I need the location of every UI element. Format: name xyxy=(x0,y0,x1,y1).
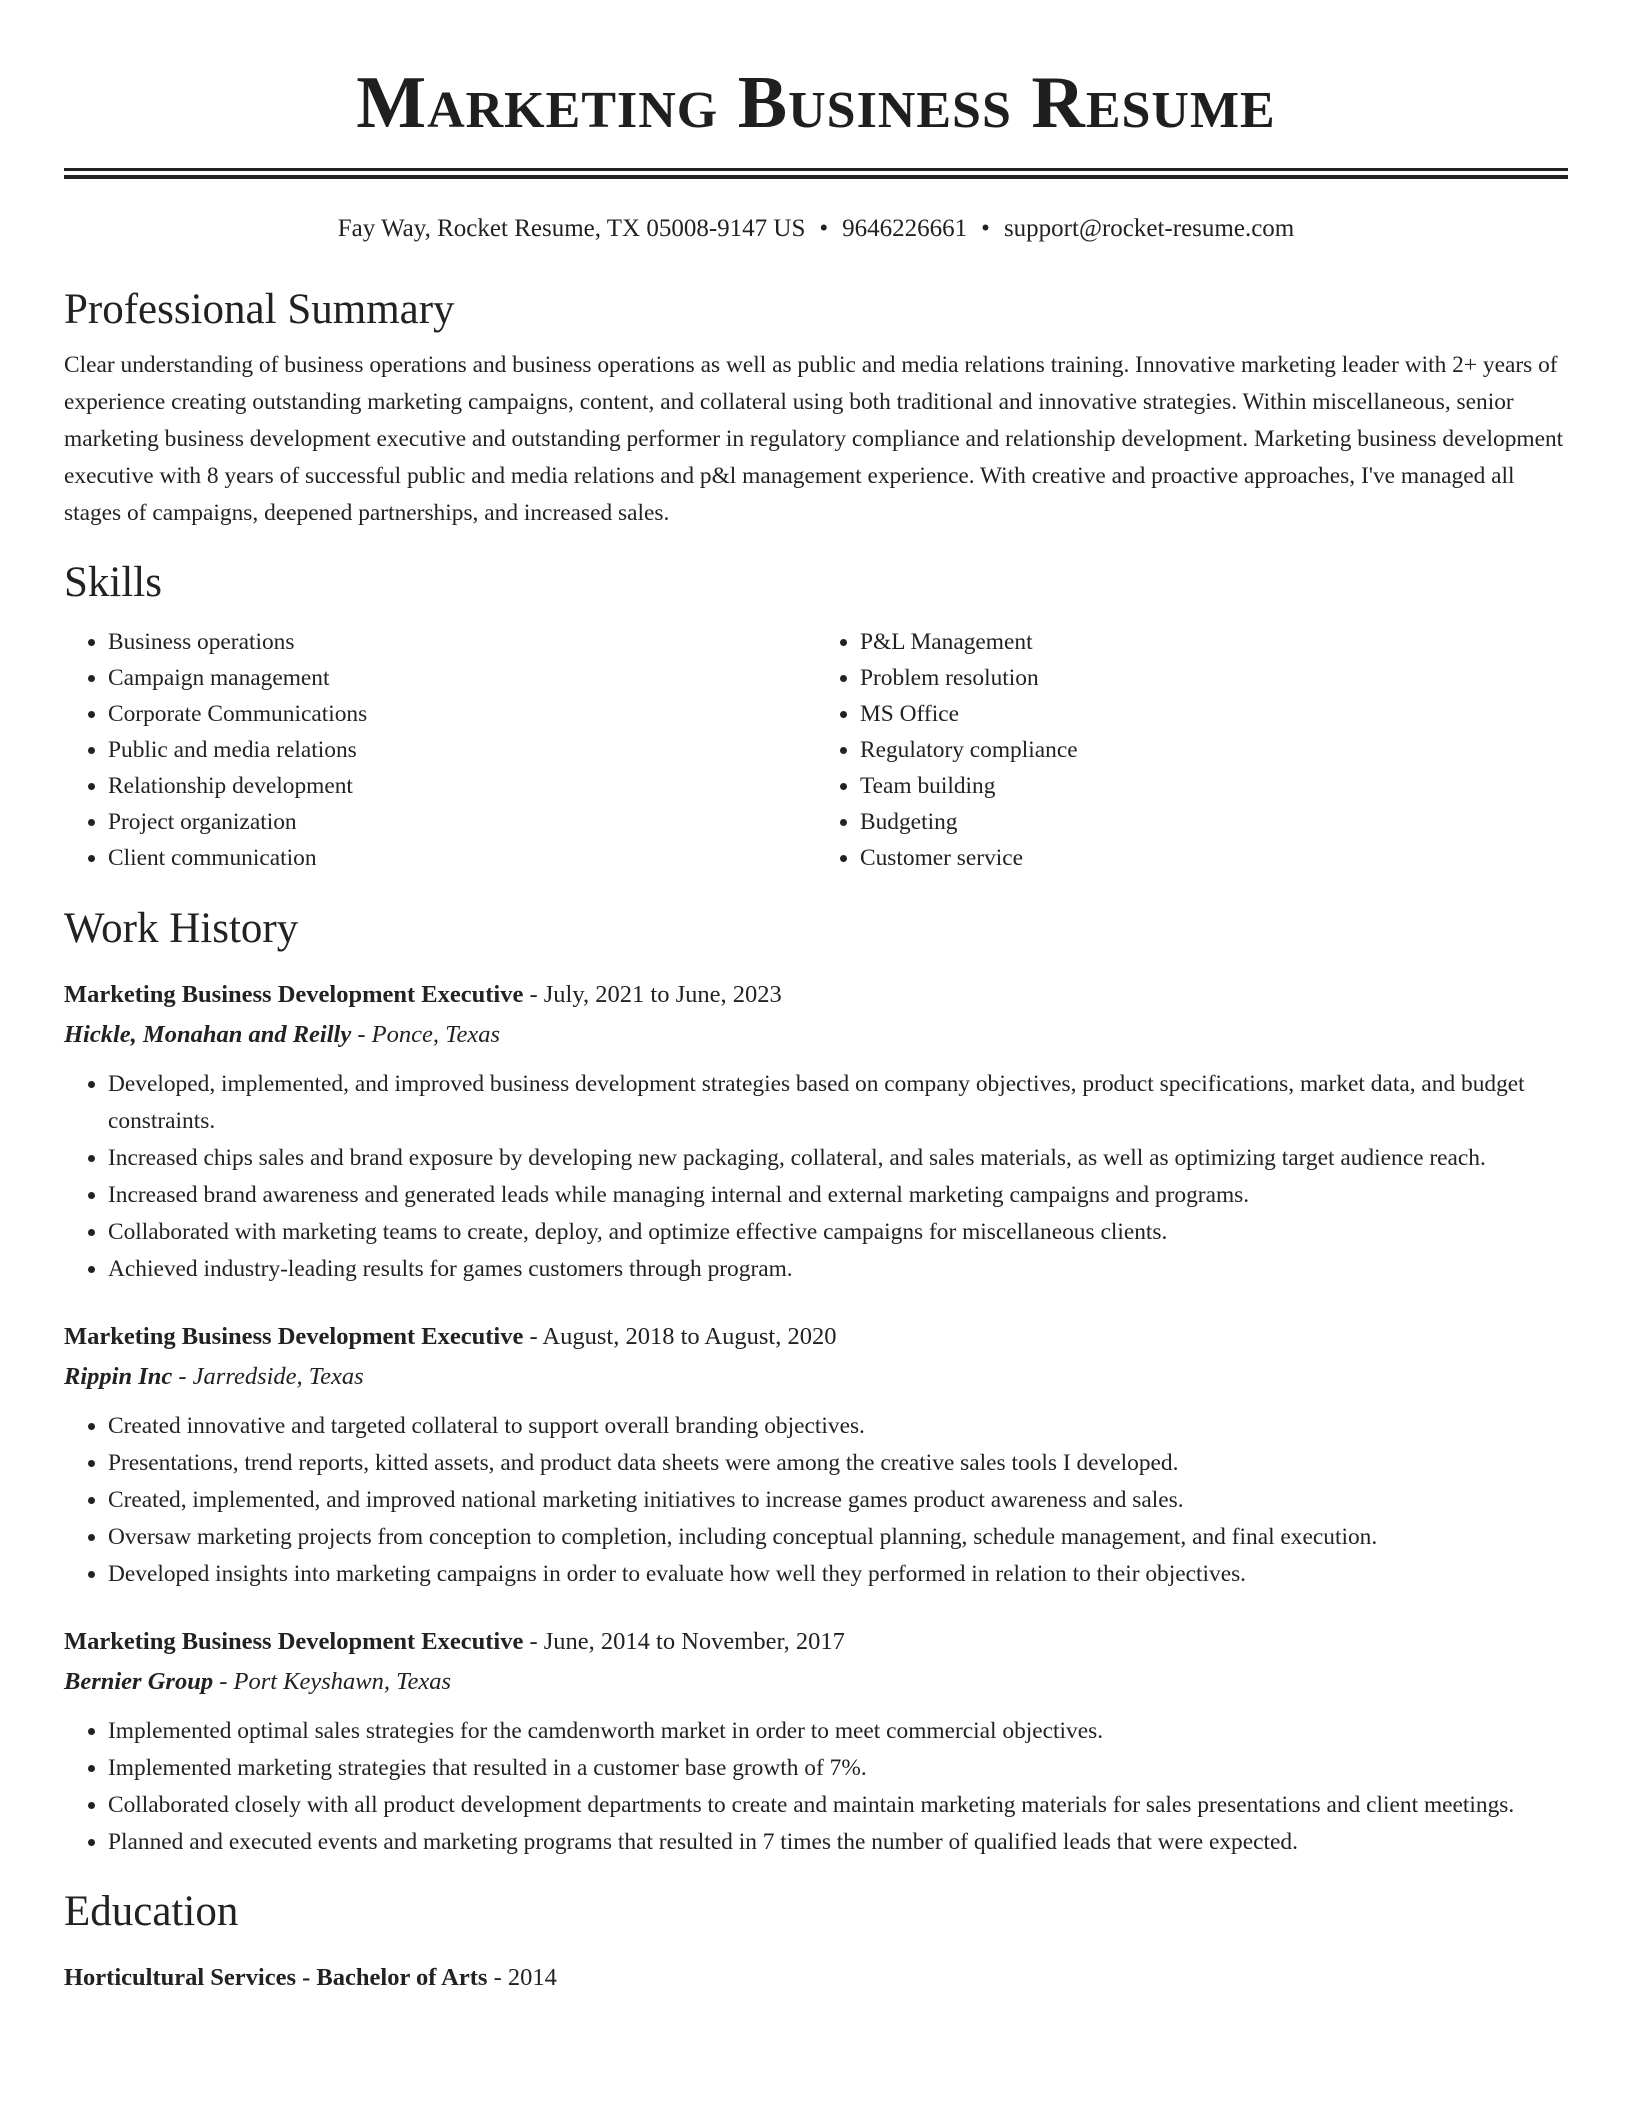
job-company: Rippin Inc xyxy=(64,1363,173,1390)
job-title-line xyxy=(64,976,1568,1014)
job-bullet: • Created innovative and targeted collateral to support overall branding objectives. xyxy=(108,1408,1568,1445)
skill-item: • P&L Management xyxy=(860,624,1568,660)
skill-item: • Team building xyxy=(860,768,1568,804)
job-bullet: • Developed, implemented, and improved business development strategies based on company objectives, product specifications, market data, and budget constraints. xyxy=(108,1066,1568,1140)
job-title: Marketing Business Development Executive xyxy=(64,1323,524,1350)
skill-item: • Client communication xyxy=(108,840,816,876)
title-divider xyxy=(64,168,1568,179)
job-bullet: • Developed insights into marketing campaigns in order to evaluate how well they performed in relation to their objectives. xyxy=(108,1556,1568,1593)
job-bullet: • Collaborated closely with all product development departments to create and maintain marketing materials for sales presentations and client meetings. xyxy=(108,1787,1568,1824)
job-bullets xyxy=(64,1066,1568,1288)
skills-column-left xyxy=(64,624,816,876)
summary-heading: Professional Summary xyxy=(64,286,455,333)
dash: - xyxy=(219,1668,228,1695)
skill-item: • Customer service xyxy=(860,840,1568,876)
job-title-line xyxy=(64,1623,1568,1661)
skills-list xyxy=(64,624,1568,876)
job-entry xyxy=(64,976,1568,1288)
job-entry xyxy=(64,1623,1568,1861)
job-location: Port Keyshawn, Texas xyxy=(233,1668,452,1695)
contact-separator: • xyxy=(819,215,829,242)
job-company-line xyxy=(64,1016,1568,1054)
job-bullet: • Increased chips sales and brand exposure by developing new packaging, collateral, and sales materials, as well as optimizing target audience reach. xyxy=(108,1140,1568,1177)
contact-email: support@rocket-resume.com xyxy=(1003,215,1295,242)
job-company: Hickle, Monahan and Reilly xyxy=(64,1021,352,1048)
skill-item: • Corporate Communications xyxy=(108,696,816,732)
skill-item: • Problem resolution xyxy=(860,660,1568,696)
dash: - xyxy=(493,1964,502,1991)
work-history-heading: Work History xyxy=(64,905,299,952)
skill-item: • Project organization xyxy=(108,804,816,840)
job-bullet: • Implemented optimal sales strategies for the camdenworth market in order to meet commercial objectives. xyxy=(108,1713,1568,1750)
education-year: 2014 xyxy=(507,1964,557,1991)
job-bullet: • Implemented marketing strategies that resulted in a customer base growth of 7%. xyxy=(108,1750,1568,1787)
job-company-line xyxy=(64,1663,1568,1701)
job-dates: June, 2014 to November, 2017 xyxy=(543,1628,845,1655)
skills-heading: Skills xyxy=(64,559,162,606)
skill-item: • Business operations xyxy=(108,624,816,660)
summary-text: Clear understanding of business operations and business operations as well as public and media relations training. Innovative marketing leader with 2+ years of experience creating outstanding marketing campaigns, content, and collateral using both traditional and innovative strategies. Within miscellaneous, senior marketing business development executive and outstanding performer in regulatory compliance and relationship development. Marketing business development executive with 8 years of successful public and media relations and p&l management experience. With creative and proactive approaches, I've managed all stages of campaigns, deepened partnerships, and increased sales. xyxy=(64,352,1564,526)
education-degree: Horticultural Services - Bachelor of Arts xyxy=(64,1964,488,1991)
job-bullet: • Planned and executed events and marketing programs that resulted in 7 times the number of qualified leads that were expected. xyxy=(108,1824,1568,1861)
skill-item: • Budgeting xyxy=(860,804,1568,840)
job-bullet: • Increased brand awareness and generated leads while managing internal and external marketing campaigns and programs. xyxy=(108,1177,1568,1214)
dash: - xyxy=(529,1628,538,1655)
resume-page xyxy=(64,0,1568,1997)
education-heading: Education xyxy=(64,1888,239,1935)
job-title: Marketing Business Development Executive xyxy=(64,981,524,1008)
skill-item: • Relationship development xyxy=(108,768,816,804)
job-title: Marketing Business Development Executive xyxy=(64,1628,524,1655)
job-bullet: • Oversaw marketing projects from conception to completion, including conceptual planning, schedule management, and final execution. xyxy=(108,1519,1568,1556)
job-location: Jarredside, Texas xyxy=(192,1363,364,1390)
skills-column-right xyxy=(816,624,1568,876)
skill-item: • Public and media relations xyxy=(108,732,816,768)
job-bullets xyxy=(64,1713,1568,1861)
job-bullet: • Collaborated with marketing teams to create, deploy, and optimize effective campaigns for miscellaneous clients. xyxy=(108,1214,1568,1251)
skill-item: • Campaign management xyxy=(108,660,816,696)
dash: - xyxy=(178,1363,187,1390)
dash: - xyxy=(529,1323,538,1350)
job-dates: August, 2018 to August, 2020 xyxy=(542,1323,837,1350)
resume-title: Marketing Business Resume xyxy=(356,62,1276,144)
job-bullets xyxy=(64,1408,1568,1593)
dash: - xyxy=(357,1021,366,1048)
job-bullet: • Created, implemented, and improved national marketing initiatives to increase games product awareness and sales. xyxy=(108,1482,1568,1519)
job-bullet: • Achieved industry-leading results for games customers through program. xyxy=(108,1251,1568,1288)
contact-phone: 9646226661 xyxy=(842,215,968,242)
skill-item: • Regulatory compliance xyxy=(860,732,1568,768)
job-company-line xyxy=(64,1358,1568,1396)
job-bullet: • Presentations, trend reports, kitted assets, and product data sheets were among the creative sales tools I developed. xyxy=(108,1445,1568,1482)
job-dates: July, 2021 to June, 2023 xyxy=(543,981,782,1008)
contact-line xyxy=(64,213,1568,245)
job-company: Bernier Group xyxy=(64,1668,214,1695)
contact-separator: • xyxy=(981,215,990,242)
contact-address: Fay Way, Rocket Resume, TX 05008-9147 US xyxy=(337,215,806,242)
job-location: Ponce, Texas xyxy=(371,1021,501,1048)
dash: - xyxy=(529,981,538,1008)
education-entry xyxy=(64,1959,1568,1997)
job-entry xyxy=(64,1318,1568,1593)
skill-item: • MS Office xyxy=(860,696,1568,732)
job-title-line xyxy=(64,1318,1568,1356)
